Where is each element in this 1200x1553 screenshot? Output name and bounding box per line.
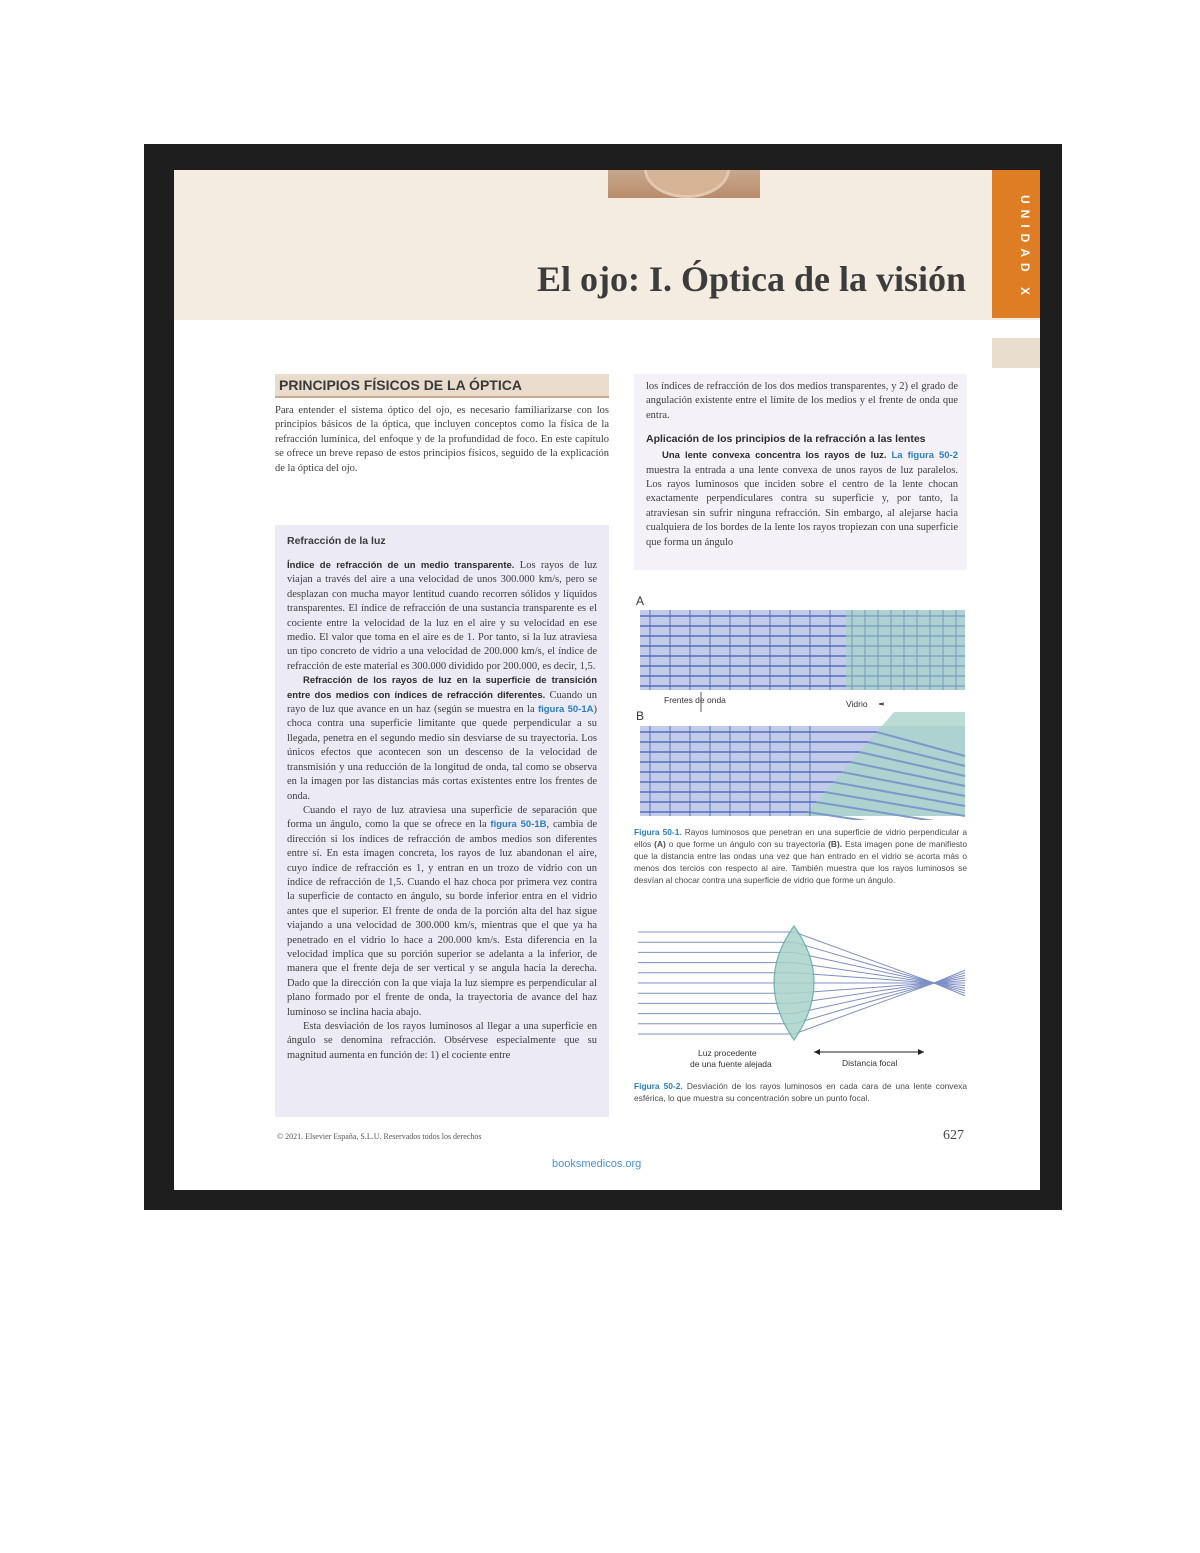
converging-ray bbox=[794, 963, 934, 983]
section-title: PRINCIPIOS FÍSICOS DE LA ÓPTICA bbox=[275, 374, 609, 398]
refraction-p2-text-a: Cuando un rayo de luz que avance en un haz (según se muestra en la bbox=[287, 689, 598, 716]
left-column bbox=[275, 374, 609, 476]
refraction-paragraph-1 bbox=[287, 559, 597, 674]
refraction-p2-head: Refracción de los rayos de luz en la superficie de transición entre dos medios con índices de refracción diferentes. bbox=[287, 675, 597, 701]
lens-p-head: Una lente convexa concentra los rayos de luz. bbox=[662, 450, 887, 462]
lens-box bbox=[634, 374, 967, 570]
figure-50-2-caption-label: Figura 50-2. bbox=[634, 1081, 683, 1091]
figure-50-1-caption-c: Esta imagen pone de manifiesto que la distancia entre las ondas una vez que han entrado en el vidrio se acorta más o menos dos tercios con respecto al aire. También muestra que los rayos luminosos se desvían al chocar contra una superficie de vidrio que forme un ángulo. bbox=[634, 839, 968, 885]
figure-label-a: A bbox=[636, 594, 645, 608]
focal-distance-label: Distancia focal bbox=[842, 1058, 898, 1068]
refraction-box bbox=[275, 525, 609, 1117]
figure-50-1-caption-tag-b: (B). bbox=[828, 839, 843, 849]
figure-50-2-link[interactable]: La figura 50-2 bbox=[891, 450, 958, 462]
convex-lens bbox=[774, 926, 814, 1040]
converging-ray bbox=[794, 983, 934, 1024]
converging-ray bbox=[794, 983, 934, 1003]
refraction-p1-head: Índice de refracción de un medio transparente. bbox=[287, 560, 515, 571]
figure-50-1b-link[interactable]: figura 50-1B bbox=[490, 819, 547, 831]
figure-50-2-caption bbox=[634, 1080, 967, 1104]
converging-ray bbox=[794, 942, 934, 983]
refraction-p3-text-a: Cuando el rayo de luz atraviesa una superficie de separación que forma un ángulo, como la que se ofrece en la bbox=[287, 804, 597, 831]
refraction-p2-text-b: ) choca contra una superficie limitante que quede perpendicular a su llegada, penetra en el segundo medio sin desviarse de su trayectoria. Los únicos efectos que acontecen son un descenso de la velocidad de transmisión y una reducción de la longitud de onda, tal como se observa en la imagen por las distancias más cortas existentes entre los frentes de onda. bbox=[287, 704, 598, 802]
continuation-text: los índices de refracción de los dos medios transparentes, y 2) el grado de angulación existente entre el límite de los medios y el frente de onda que entra. bbox=[646, 381, 958, 421]
figure-label-b: B bbox=[636, 709, 645, 723]
unit-label: UNIDAD X bbox=[1018, 194, 1032, 301]
refraction-paragraph-2 bbox=[287, 674, 597, 804]
figure-50-1-caption bbox=[634, 826, 967, 886]
light-source-label-2: de una fuente alejada bbox=[690, 1059, 772, 1069]
header-eye-illustration bbox=[608, 170, 760, 198]
figure-50-2-caption-text: Desviación de los rayos luminosos en cada cara de una lente convexa esférica, lo que muestra su concentración sobre un punto focal. bbox=[634, 1081, 967, 1103]
site-link[interactable]: booksmedicos.org bbox=[552, 1158, 642, 1170]
refraction-paragraph-3 bbox=[287, 804, 597, 1020]
focal-arrow-left-head bbox=[814, 1049, 820, 1055]
lens-paragraph bbox=[646, 449, 958, 550]
glass-block-a bbox=[846, 610, 965, 690]
refraction-p3-text-b: , cambia de dirección si los índices de refracción de ambos medios son diferentes entre sí. En esta imagen concreta, los rayos de luz abandonan el aire, cuyo índice de refracción es 1, y entran en un trozo de vidrio con un índice de refracción de 1,5. Cuando el haz choca por primera vez contra la superficie de contacto en ángulo, su borde inferior entra en el vidrio antes que el superior. El frente de onda de la porción alta del haz sigue viajando a una velocidad de 300.000 km/s, mientras que el que ya ha penetrado en el vidrio lo hace a 200.000 km/s. Esta diferencia en la velocidad implica que su porción superior se adelanta a la inferior, de manera que el frente deja de ser vertical y se angula hacia la derecha. Dado que la dirección con la que viaja la luz siempre es perpendicular al plano formado por el frente de onda, la trayectoria de avance del haz luminoso se inclina hacia abajo. bbox=[287, 819, 597, 1018]
refraction-p1-text: Los rayos de luz viajan a través del aire a una velocidad de unos 300.000 km/s, pero se desplazan con mucha mayor lentitud cuando recorren sólidos y líquidos transparentes. El índice de refracción de una sustancia transparente es el cociente entre la velocidad de la luz en el aire y su velocidad en ese medio. El valor que toma en el aire es de 1. Por tanto, si la luz atraviesa un tipo concreto de vidrio a una velocidad de 200.000 km/s, el índice de refracción de este material es 300.000 dividido por 200.000, es decir, 1,5. bbox=[287, 560, 598, 672]
chapter-title: El ojo: I. Óptica de la visión bbox=[536, 259, 966, 299]
book-page bbox=[174, 170, 1040, 1190]
page-number: 627 bbox=[943, 1128, 964, 1143]
light-source-label-1: Luz procedente bbox=[698, 1048, 757, 1058]
figure-50-1-caption-label: Figura 50-1. bbox=[634, 827, 682, 837]
figure-50-1a-link[interactable]: figura 50-1A bbox=[537, 704, 594, 716]
copyright: © 2021. Elsevier España, S.L.U. Reservados todos los derechos bbox=[277, 1132, 482, 1141]
figure-50-1-caption-b: o que forme un ángulo con su trayectoria bbox=[668, 839, 826, 849]
section-intro: Para entender el sistema óptico del ojo, es necesario familiarizarse con los principios básicos de la óptica, que incluyen conceptos como la física de la refracción lumínica, del enfoque y de la profundidad de foco. En este capítulo se ofrece un breve repaso de estos principios físicos, seguido de la explicación de la óptica del ojo. bbox=[275, 405, 609, 474]
figure-50-1-caption-tag-a: (A) bbox=[654, 839, 666, 849]
glass-pointer bbox=[879, 703, 884, 705]
glass-label: Vidrio bbox=[846, 699, 868, 709]
wavefronts-label: Frentes de onda bbox=[664, 695, 726, 705]
refraction-paragraph-4: Esta desviación de los rayos luminosos al llegar a una superficie en ángulo se denomina refracción. Obsérvese especialmente que su magnitud aumenta en función de: 1) el cociente entre bbox=[287, 1021, 597, 1061]
figure-50-1 bbox=[634, 592, 967, 820]
unit-tab bbox=[992, 170, 1040, 318]
figure-50-2 bbox=[634, 922, 967, 1074]
focal-arrow-right-head bbox=[918, 1049, 924, 1055]
figure-50-1-caption-a: Rayos luminosos que penetran en una superficie de vidrio perpendicular a ellos bbox=[634, 827, 967, 849]
header-band bbox=[174, 170, 1040, 320]
refraction-title: Refracción de la luz bbox=[287, 535, 386, 547]
lens-heading: Aplicación de los principios de la refracción a las lentes bbox=[646, 433, 926, 446]
lens-p-text: muestra la entrada a una lente convexa de unos rayos de luz paralelos. Los rayos luminosos que inciden sobre el centro de la lente chocan exactamente perpendiculares contra su superficie y, por tanto, la atraviesan sin sufrir ninguna refracción. Sin embargo, al alejarse hacia cualquiera de los bordes de la lente los rayos tropiezan con una superficie que forma un ángulo bbox=[646, 464, 958, 548]
side-tab-decoration bbox=[992, 338, 1040, 368]
